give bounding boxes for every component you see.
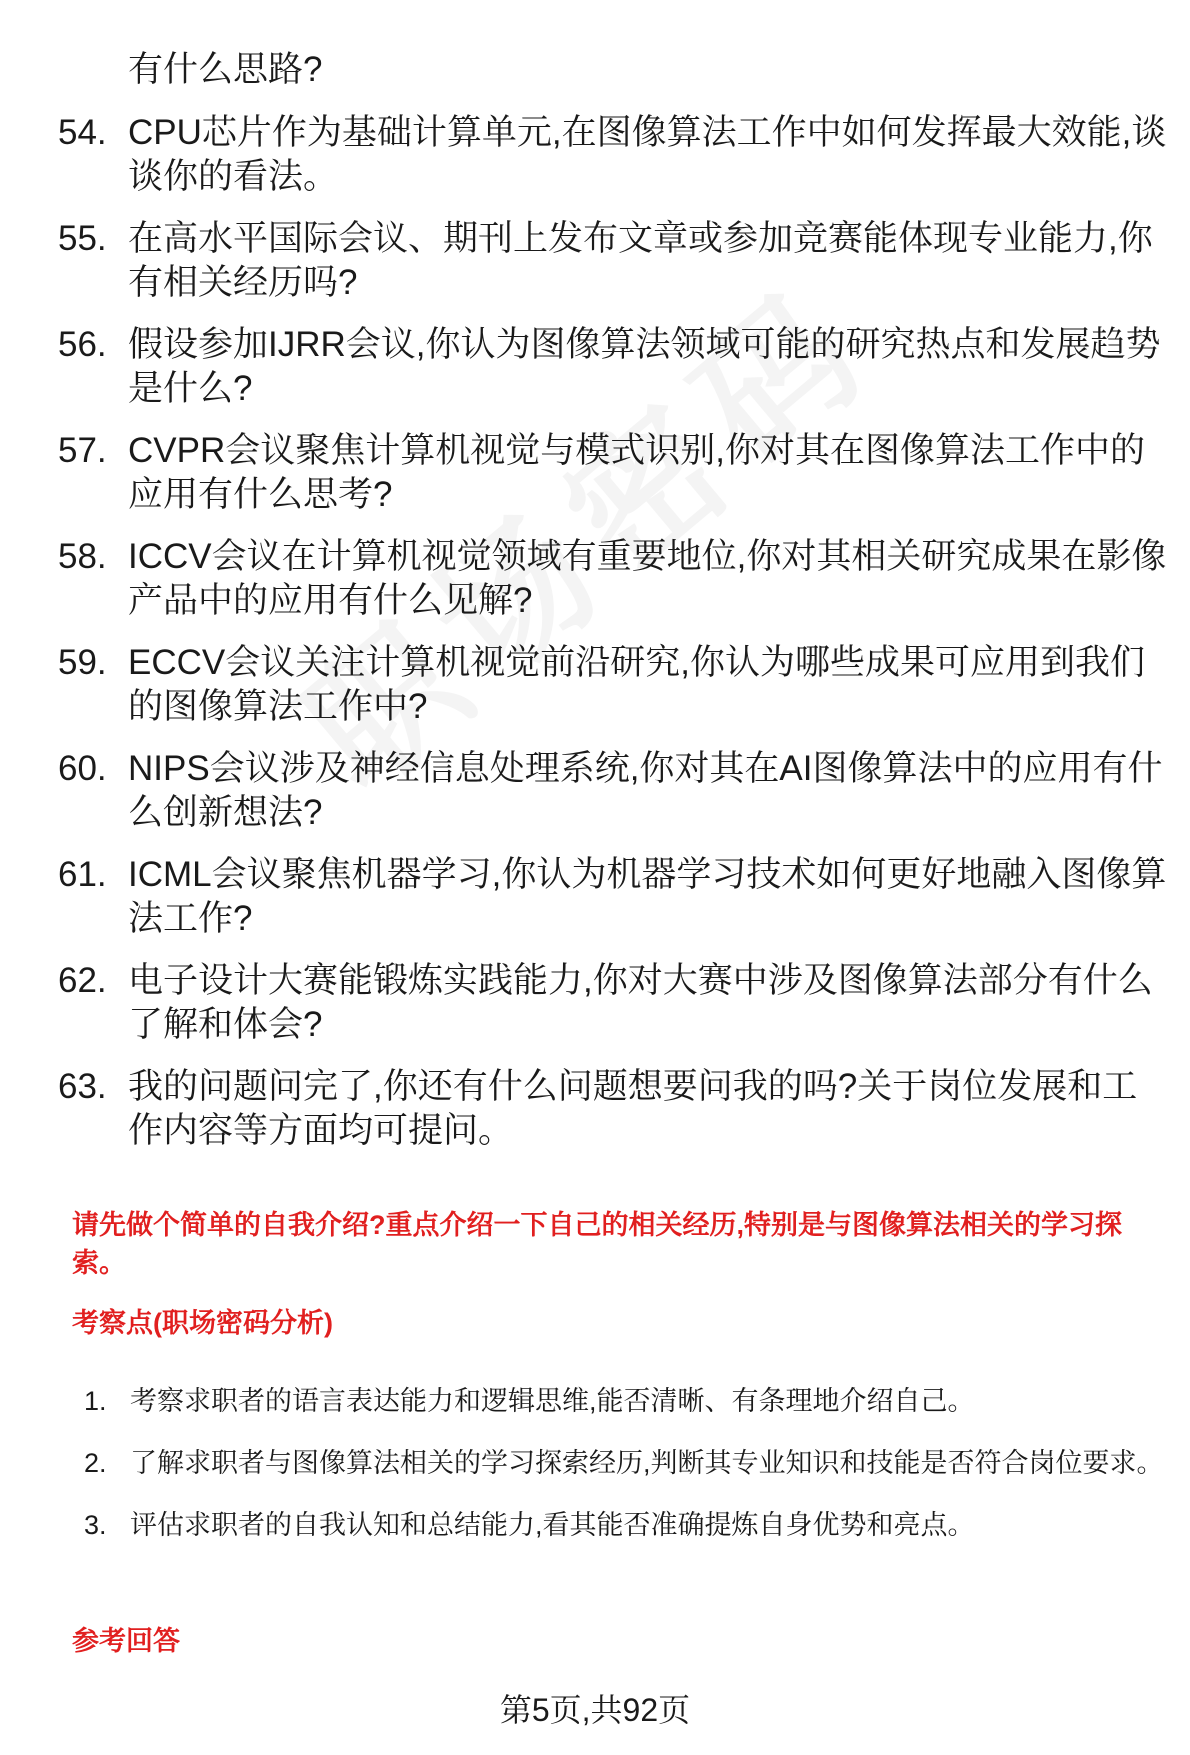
question-number: 58. — [58, 537, 107, 576]
list-item — [58, 853, 1168, 941]
question-text: CVPR会议聚焦计算机视觉与模式识别,你对其在图像算法工作中的应用有什么思考? — [128, 431, 1145, 514]
question-text: 假设参加IJRR会议,你认为图像算法领域可能的研究热点和发展趋势是什么? — [128, 325, 1161, 408]
question-number: 55. — [58, 219, 107, 258]
list-item — [58, 111, 1168, 199]
point-text: 了解求职者与图像算法相关的学习探索经历,判断其专业知识和技能是否符合岗位要求。 — [130, 1448, 1164, 1478]
question-number: 54. — [58, 113, 107, 152]
list-item — [58, 217, 1168, 305]
question-text: ECCV会议关注计算机视觉前沿研究,你认为哪些成果可应用到我们的图像算法工作中? — [128, 643, 1145, 726]
question-list — [58, 48, 1168, 1171]
question-text: 电子设计大赛能锻炼实践能力,你对大赛中涉及图像算法部分有什么了解和体会? — [128, 961, 1153, 1044]
section-question-heading: 请先做个简单的自我介绍?重点介绍一下自己的相关经历,特别是与图像算法相关的学习探索。 — [72, 1210, 1122, 1278]
question-number: 60. — [58, 749, 107, 788]
question-number: 62. — [58, 961, 107, 1000]
question-number: 61. — [58, 855, 107, 894]
question-number: 59. — [58, 643, 107, 682]
question-number: 57. — [58, 431, 107, 470]
point-text: 考察求职者的语言表达能力和逻辑思维,能否清晰、有条理地介绍自己。 — [130, 1386, 975, 1416]
question-number: 56. — [58, 325, 107, 364]
page-footer: 第5页,共92页 — [499, 1692, 691, 1728]
question-text: 在高水平国际会议、期刊上发布文章或参加竞赛能体现专业能力,你有相关经历吗? — [128, 219, 1153, 302]
list-item — [58, 429, 1168, 517]
list-item — [58, 959, 1168, 1047]
question-text: ICML会议聚焦机器学习,你认为机器学习技术如何更好地融入图像算法工作? — [128, 855, 1167, 938]
answer-label: 参考回答 — [72, 1626, 180, 1656]
list-item — [84, 1434, 1164, 1492]
question-text: 我的问题问完了,你还有什么问题想要问我的吗?关于岗位发展和工作内容等方面均可提问。 — [128, 1067, 1138, 1150]
list-item — [58, 1065, 1168, 1153]
list-item — [84, 1496, 1164, 1554]
list-item — [58, 641, 1168, 729]
question-text: ICCV会议在计算机视觉领域有重要地位,你对其相关研究成果在影像产品中的应用有什么见解? — [128, 537, 1167, 620]
question-text: CPU芯片作为基础计算单元,在图像算法工作中如何发挥最大效能,谈谈你的看法。 — [128, 113, 1167, 196]
points-label: 考察点(职场密码分析) — [72, 1308, 333, 1338]
point-text: 评估求职者的自我认知和总结能力,看其能否准确提炼自身优势和亮点。 — [130, 1510, 975, 1540]
list-item — [58, 535, 1168, 623]
list-item — [84, 1372, 1164, 1430]
question-text: NIPS会议涉及神经信息处理系统,你对其在AI图像算法中的应用有什么创新想法? — [128, 749, 1163, 832]
point-number: 3. — [84, 1510, 107, 1540]
points-list — [84, 1372, 1164, 1558]
point-number: 2. — [84, 1448, 107, 1478]
list-item — [58, 747, 1168, 835]
point-number: 1. — [84, 1386, 107, 1416]
question-number: 63. — [58, 1067, 107, 1106]
question-continuation: 有什么思路? — [128, 50, 323, 89]
list-item — [58, 323, 1168, 411]
